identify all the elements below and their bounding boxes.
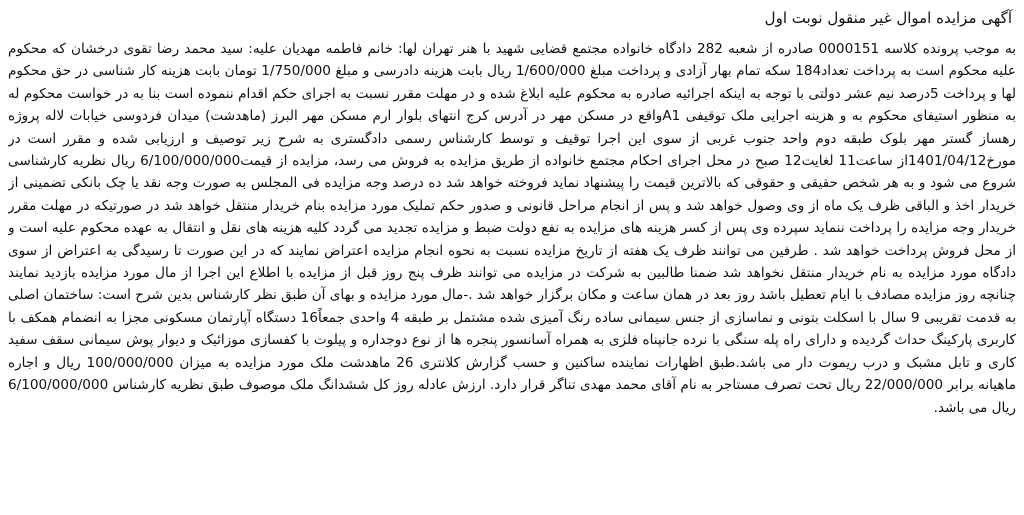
notice-title: آگهی مزایده اموال غیر منقول نوبت اول	[764, 9, 1012, 27]
notice-body: به موجب پرونده کلاسه 0000151 صادره از شعبه 282 دادگاه خانواده مجتمع قضایی شهید با هنر تهران لها: خانم فاطمه مهدیان علیه: سید محمد رضا تقوی درخشان که محکوم علیه محکوم است به پرداخت تعداد184 سکه تمام بهار آزادی و پرداخت مبلغ 1/600/000 ریال بابت هزینه دادرسی و مبلغ 1/750/000 تومان بابت هزینه کار شناسی در حق محکوم لها و پرداخت 5درصد نیم عشر دولتی با توجه به اینکه اجرائیه صادره به محکوم علیه ابلاغ شده و در مهلت مقرر نسبت به اجرای حکم اقدام ننموده است بنا به در خواست محکوم له به منظور استیفای محکوم به و هزینه اجرایی ملک توقیفی A1واقع در مسکن مهر در آدرس کرج انتهای بلوار ارم مسکن مهر البرز (ماهدشت) میدان فردوسی خیابات لاله پروژه رهساز گستر مهر بلوک طبقه دوم واحد جنوب غربی از سوی این اجرا توقیف و توسط کارشناس رسمی دادگستری به شرح زیر توصیف و ارزیابی شده و مقرر است در مورخ1401/04/12از ساعت11 لغایت12 صبح در محل اجرای احکام مجتمع خانواده از طریق مزایده به فروش می رسد، مزایده از قیمت6/100/000/000 ریال نظریه کارشناسی شروع می شود و به هر شخص حقیقی و حقوقی که بالاترین قیمت را پیشنهاد نماید فروخته خواهد شد ده درصد وجه مزایده فی المجلس به صورت وجه نقد یا چک بانکی تضمینی از خریدار اخذ و الباقی ظرف یک ماه از وی وصول خواهد شد و پس از انجام مراحل قانونی و صدور حکم تملیک مورد مزایده بنام خریدار منتقل خواهد شد در صورتیکه در مهلت مقرر خریدار وجه مزایده را پرداخت ننماید سپرده وی پس از کسر هزینه های مزایده به نفع دولت ضبط و مزایده تجدید می گردد کلیه هزینه های نقل و انتقال به عهده محکوم علیه است و از محل فروش پرداخت خواهد شد . طرفین می توانند ظرف یک هفته از تاریخ مزایده نسبت به نحوه انجام مزایده اعتراض نمایند که در این صورت تا رسیدگی به اعتراض از سوی دادگاه مورد مزایده به نام خریدار منتقل نخواهد شد ضمنا طالبین به شرکت در مزایده می توانند ظرف پنج روز قبل از مزایده با اطلاع این اجرا از مال مورد مزایده بازدید نمایند چنانچه روز مزایده مصادف با ایام تعطیل باشد روز بعد در همان ساعت و مکان برگزار خواهد شد .-مال مورد مزایده و بهای آن طبق نظر کارشناس بدین شرح است: ساختمان اصلی به قدمت تقریبی 9 سال با اسکلت بتونی و نماسازی از جنس سیمانی ساده رنگ آمیزی شده مشتمل بر طبقه 4 واحدی جمعاً16 دستگاه آپارتمان مسکونی مجزا به انضمام همکف با کاربری پارکینگ حداث گردیده و دارای راه پله سنگی با نرده جانپناه فلزی به همراه آسانسور پنجره ها از نوع دوجداره و پیلوت با کفسازی موزائیک و دیوار پوش سیمانی سقف سفید کاری و تابل مشبک و درب ریموت دار می باشد.طبق اظهارات نماینده ساکنین و حسب گزارش کلانتری 26 ماهدشت ملک مورد مزایده به میزان 100/000/000 ریال و اجاره ماهیانه برابر 22/000/000 ریال تحت تصرف مستاجر به نام آقای محمد مهدی تناگر قرار دارد. ارزش عادله روز کل ششدانگ ملک موصوف طبق نظریه کارشناس 6/100/000/000 ریال می باشد.	[8, 41, 1016, 416]
